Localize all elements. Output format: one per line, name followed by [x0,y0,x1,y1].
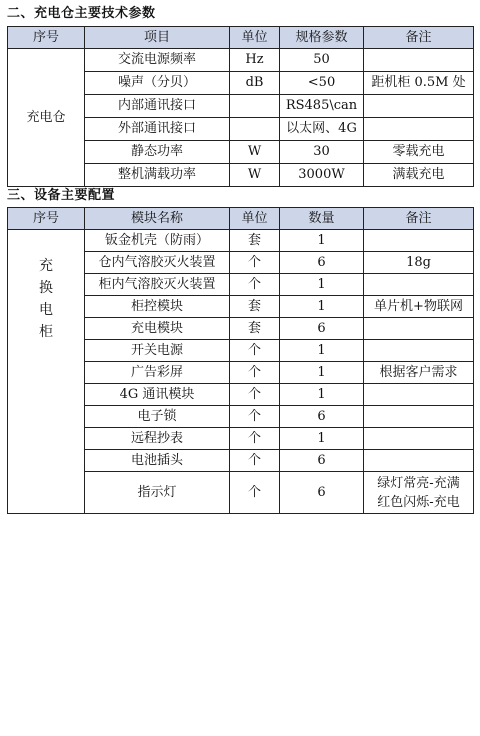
row-unit: 个 [230,406,280,428]
row-item: 整机满载功率 [85,164,230,187]
row-unit: 套 [230,296,280,318]
row-quantity: 6 [280,318,364,340]
row-module-name: 钣金机壳（防雨） [85,230,230,252]
row-note [364,49,474,72]
row-spec: RS485\can [280,95,364,118]
header-note: 备注 [364,27,474,49]
row-spec: <50 [280,72,364,95]
row-quantity: 6 [280,406,364,428]
group-label-char: 换 [39,280,53,296]
header-quantity: 数量 [280,208,364,230]
row-item: 内部通讯接口 [85,95,230,118]
row-quantity: 6 [280,472,364,514]
row-unit: 个 [230,362,280,384]
row-item: 交流电源频率 [85,49,230,72]
section-3-title: 三、设备主要配置 [7,188,116,203]
row-quantity: 1 [280,428,364,450]
row-module-name: 电池插头 [85,450,230,472]
row-note [364,384,474,406]
header-unit: 单位 [230,27,280,49]
row-spec: 3000W [280,164,364,187]
row-item: 静态功率 [85,141,230,164]
row-quantity: 6 [280,450,364,472]
tech-params-table [7,26,474,187]
group-label-char: 充 [39,258,53,274]
table-row [8,230,474,252]
row-unit: 个 [230,252,280,274]
row-module-name: 电子锁 [85,406,230,428]
header-module-name: 模块名称 [85,208,230,230]
header-item: 项目 [85,27,230,49]
row-quantity: 1 [280,340,364,362]
group-label-char: 柜 [39,324,53,340]
row-note: 满载充电 [364,164,474,187]
row-module-name: 柜控模块 [85,296,230,318]
row-note [364,274,474,296]
row-unit: 个 [230,472,280,514]
row-note [364,340,474,362]
row-note [364,428,474,450]
row-note [364,118,474,141]
row-note [364,95,474,118]
row-note: 根据客户需求 [364,362,474,384]
table-header-row [8,27,474,49]
row-unit: 套 [230,318,280,340]
row-module-name: 充电模块 [85,318,230,340]
header-spec: 规格参数 [280,27,364,49]
row-unit [230,95,280,118]
row-unit: 套 [230,230,280,252]
row-unit: 个 [230,384,280,406]
header-note: 备注 [364,208,474,230]
row-quantity: 6 [280,252,364,274]
row-quantity: 1 [280,384,364,406]
row-note [364,230,474,252]
row-module-name: 广告彩屏 [85,362,230,384]
header-index: 序号 [8,208,85,230]
row-unit: W [230,141,280,164]
row-unit: 个 [230,450,280,472]
row-unit: 个 [230,428,280,450]
row-unit: W [230,164,280,187]
row-module-name: 仓内气溶胶灭火装置 [85,252,230,274]
row-note [364,450,474,472]
row-unit: Hz [230,49,280,72]
section-2-title: 二、充电仓主要技术参数 [7,6,156,21]
row-module-name: 指示灯 [85,472,230,514]
row-quantity: 1 [280,362,364,384]
header-unit: 单位 [230,208,280,230]
row-quantity: 1 [280,274,364,296]
row-spec: 30 [280,141,364,164]
row-module-name: 柜内气溶胶灭火装置 [85,274,230,296]
row-item: 外部通讯接口 [85,118,230,141]
header-index: 序号 [8,27,85,49]
row-note: 单片机+物联网 [364,296,474,318]
row-module-name: 4G 通讯模块 [85,384,230,406]
row-module-name: 开关电源 [85,340,230,362]
row-quantity: 1 [280,296,364,318]
group-label: 充电仓 [8,49,85,187]
row-note: 零载充电 [364,141,474,164]
row-spec: 以太网、4G [280,118,364,141]
row-item: 噪声（分贝） [85,72,230,95]
row-note [364,318,474,340]
group-label-char: 电 [39,302,53,318]
row-spec: 50 [280,49,364,72]
row-quantity: 1 [280,230,364,252]
note-line: 红色闪烁-充电 [377,494,460,510]
note-line: 绿灯常亮-充满 [377,475,460,491]
row-unit: dB [230,72,280,95]
row-note: 距机柜 0.5M 处 [364,72,474,95]
table-row [8,49,474,72]
row-unit [230,118,280,141]
equipment-config-table [7,207,474,514]
group-label-vertical [8,230,85,514]
row-note [364,472,474,514]
row-note: 18g [364,252,474,274]
row-note [364,406,474,428]
table-header-row [8,208,474,230]
row-unit: 个 [230,274,280,296]
row-module-name: 远程抄表 [85,428,230,450]
row-unit: 个 [230,340,280,362]
